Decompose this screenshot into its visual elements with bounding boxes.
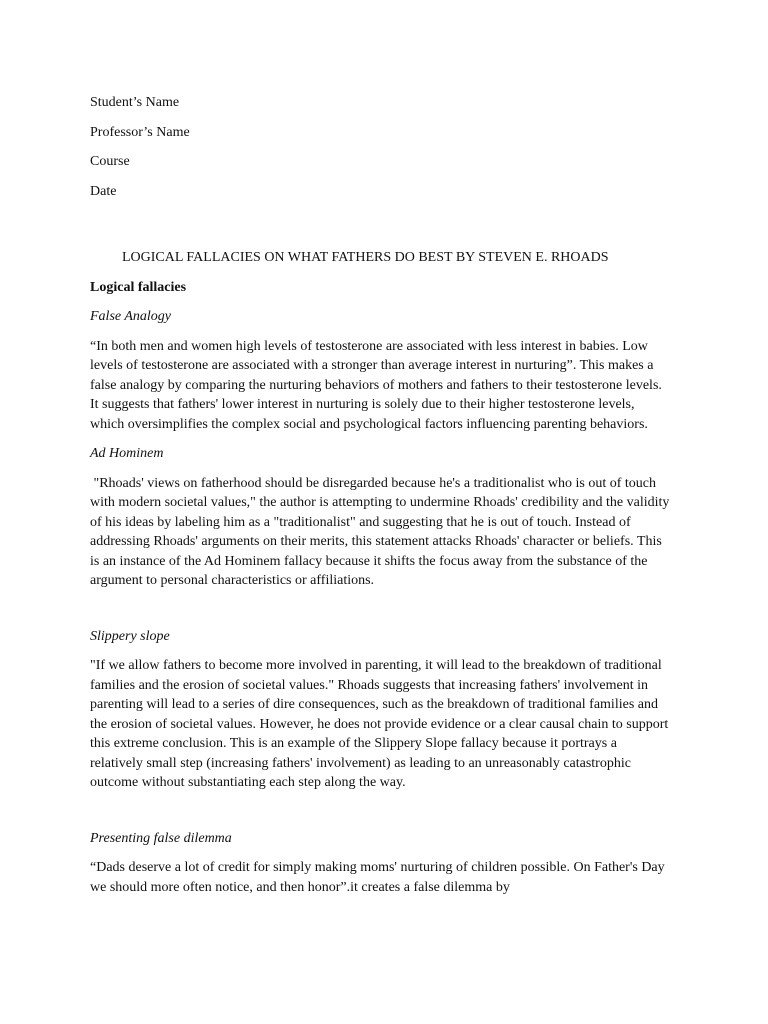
slippery-slope-heading: Slippery slope [90, 628, 170, 644]
section-heading: Logical fallacies [90, 279, 187, 295]
ad-hominem-paragraph: "Rhoads' views on fatherhood should be disregarded because he's a traditionalist who is out of touch with modern societal values," the author is attempting to undermine Rhoads' credibility and the validity of his ideas by labeling him as a "traditionalist" and suggesting that he is out of touch. Instead of addressing Rhoads' arguments on their merits, this statement attacks Rhoads' character or beliefs. This is an instance of the Ad Hominem fallacy because it shifts the focus away from the substance of the argument to personal characteristics or affiliations. [90, 475, 673, 588]
date: Date [90, 183, 117, 199]
course: Course [90, 154, 130, 169]
document-title: LOGICAL FALLACIES ON WHAT FATHERS DO BEST BY STEVEN E. RHOADS [122, 250, 609, 265]
professor-name: Professor’s Name [90, 124, 190, 140]
slippery-slope-paragraph: "If we allow fathers to become more involved in parenting, it will lead to the breakdown of traditional families and the erosion of societal values." Rhoads suggests that increasing fathers' involvement in parenting will lead to a series of dire consequences, such as the breakdown of traditional families and the erosion of societal values. However, he does not provide evidence or a clear causal chain to support this extreme conclusion. This is an example of the Slippery Slope fallacy because it portrays a relatively small step (increasing fathers' involvement) as leading to an unreasonably catastrophic outcome without substantiating each step along the way. [90, 658, 669, 790]
ad-hominem-heading: Ad Hominem [90, 446, 164, 461]
false-analogy-heading: False Analogy [90, 309, 172, 324]
false-dilemma-heading: Presenting false dilemma [90, 830, 232, 846]
spacer [90, 803, 670, 829]
student-name: Student’s Name [90, 95, 180, 110]
spacer [90, 601, 670, 627]
document-body [90, 93, 673, 907]
false-analogy-paragraph: “In both men and women high levels of testosterone are associated with less interest in babies. Low levels of testosterone are associated with a stronger than average interest in nurturing”. This makes a false analogy by comparing the nurturing behaviors of mothers and fathers to their testosterone levels. It suggests that fathers' lower interest in nurturing is solely due to their higher testosterone levels, which oversimplifies the complex social and psychological factors influencing parenting behaviors. [90, 338, 662, 432]
false-dilemma-paragraph: “Dads deserve a lot of credit for simply making moms' nurturing of children possible. On Father's Day we should more often notice, and then honor”.it creates a false dilemma by [90, 860, 665, 895]
